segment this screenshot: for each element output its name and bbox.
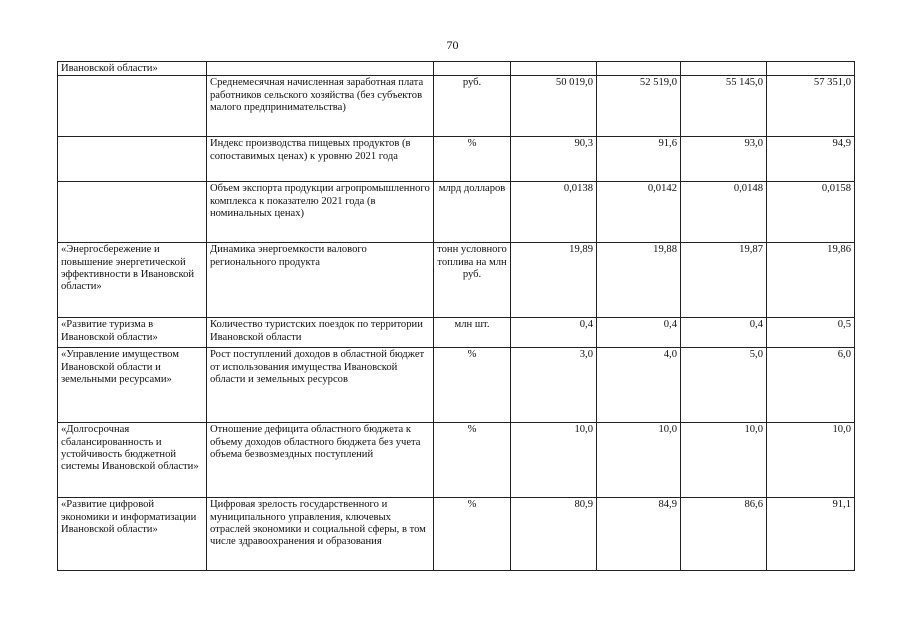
indicator-cell: Среднемесячная начисленная заработная плата работников сельского хозяйства (без субъектов малого предпринимательства) xyxy=(207,76,434,137)
indicator-cell: Индекс производства пищевых продуктов (в сопоставимых ценах) к уровню 2021 года xyxy=(207,137,434,182)
table-row xyxy=(58,137,855,182)
value-cell xyxy=(681,62,767,76)
value-cell: 91,6 xyxy=(597,137,681,182)
program-cell xyxy=(58,137,207,182)
unit-cell: % xyxy=(434,137,511,182)
value-cell: 0,0148 xyxy=(681,182,767,243)
value-cell xyxy=(511,62,597,76)
indicator-cell: Количество туристских поездок по территории Ивановской области xyxy=(207,318,434,348)
value-cell: 19,88 xyxy=(597,243,681,318)
value-cell: 10,0 xyxy=(767,423,855,498)
value-cell xyxy=(767,62,855,76)
value-cell: 10,0 xyxy=(597,423,681,498)
value-cell: 19,87 xyxy=(681,243,767,318)
program-cell: «Развитие туризма в Ивановской области» xyxy=(58,318,207,348)
value-cell: 10,0 xyxy=(511,423,597,498)
unit-cell: руб. xyxy=(434,76,511,137)
table-row xyxy=(58,318,855,348)
program-cell xyxy=(58,182,207,243)
value-cell: 19,86 xyxy=(767,243,855,318)
value-cell: 55 145,0 xyxy=(681,76,767,137)
indicator-cell: Рост поступлений доходов в областной бюджет от использования имущества Ивановской области и земельных ресурсов xyxy=(207,348,434,423)
value-cell: 19,89 xyxy=(511,243,597,318)
unit-cell xyxy=(434,62,511,76)
value-cell: 0,5 xyxy=(767,318,855,348)
indicator-cell: Объем экспорта продукции агропромышленного комплекса к показателю 2021 года (в номинальных ценах) xyxy=(207,182,434,243)
value-cell: 86,6 xyxy=(681,498,767,571)
value-cell: 0,0142 xyxy=(597,182,681,243)
table-row xyxy=(58,62,855,76)
value-cell: 5,0 xyxy=(681,348,767,423)
table-row xyxy=(58,243,855,318)
program-cell: «Долгосрочная сбалансированность и устойчивость бюджетной системы Ивановской области» xyxy=(58,423,207,498)
indicator-cell: Отношение дефицита областного бюджета к объему доходов областного бюджета без учета объема безвозмездных поступлений xyxy=(207,423,434,498)
unit-cell: % xyxy=(434,498,511,571)
program-cell: «Энергосбережение и повышение энергетической эффективности в Ивановской области» xyxy=(58,243,207,318)
table-row xyxy=(58,423,855,498)
table-body xyxy=(58,62,855,571)
value-cell: 50 019,0 xyxy=(511,76,597,137)
value-cell: 0,4 xyxy=(511,318,597,348)
unit-cell: тонн условного топлива на млн руб. xyxy=(434,243,511,318)
program-cell: Ивановской области» xyxy=(58,62,207,76)
indicator-cell: Цифровая зрелость государственного и муниципального управления, ключевых отраслей экономики и социальной сферы, в том числе здравоохранения и образования xyxy=(207,498,434,571)
indicator-cell: Динамика энергоемкости валового регионального продукта xyxy=(207,243,434,318)
value-cell: 90,3 xyxy=(511,137,597,182)
program-cell: «Развитие цифровой экономики и информатизации Ивановской области» xyxy=(58,498,207,571)
program-cell: «Управление имуществом Ивановской области и земельными ресурсами» xyxy=(58,348,207,423)
value-cell: 0,4 xyxy=(597,318,681,348)
unit-cell: % xyxy=(434,348,511,423)
table-row xyxy=(58,348,855,423)
indicator-cell xyxy=(207,62,434,76)
page-number: 70 xyxy=(446,38,459,52)
table-row xyxy=(58,182,855,243)
unit-cell: % xyxy=(434,423,511,498)
value-cell: 84,9 xyxy=(597,498,681,571)
unit-cell: млрд долларов xyxy=(434,182,511,243)
value-cell: 0,0158 xyxy=(767,182,855,243)
value-cell: 57 351,0 xyxy=(767,76,855,137)
value-cell: 6,0 xyxy=(767,348,855,423)
value-cell: 3,0 xyxy=(511,348,597,423)
value-cell: 93,0 xyxy=(681,137,767,182)
value-cell: 91,1 xyxy=(767,498,855,571)
table-row xyxy=(58,498,855,571)
program-cell xyxy=(58,76,207,137)
value-cell: 10,0 xyxy=(681,423,767,498)
table-row xyxy=(58,76,855,137)
value-cell: 0,0138 xyxy=(511,182,597,243)
value-cell xyxy=(597,62,681,76)
value-cell: 52 519,0 xyxy=(597,76,681,137)
value-cell: 80,9 xyxy=(511,498,597,571)
unit-cell: млн шт. xyxy=(434,318,511,348)
value-cell: 0,4 xyxy=(681,318,767,348)
value-cell: 4,0 xyxy=(597,348,681,423)
indicators-table xyxy=(57,61,855,571)
value-cell: 94,9 xyxy=(767,137,855,182)
